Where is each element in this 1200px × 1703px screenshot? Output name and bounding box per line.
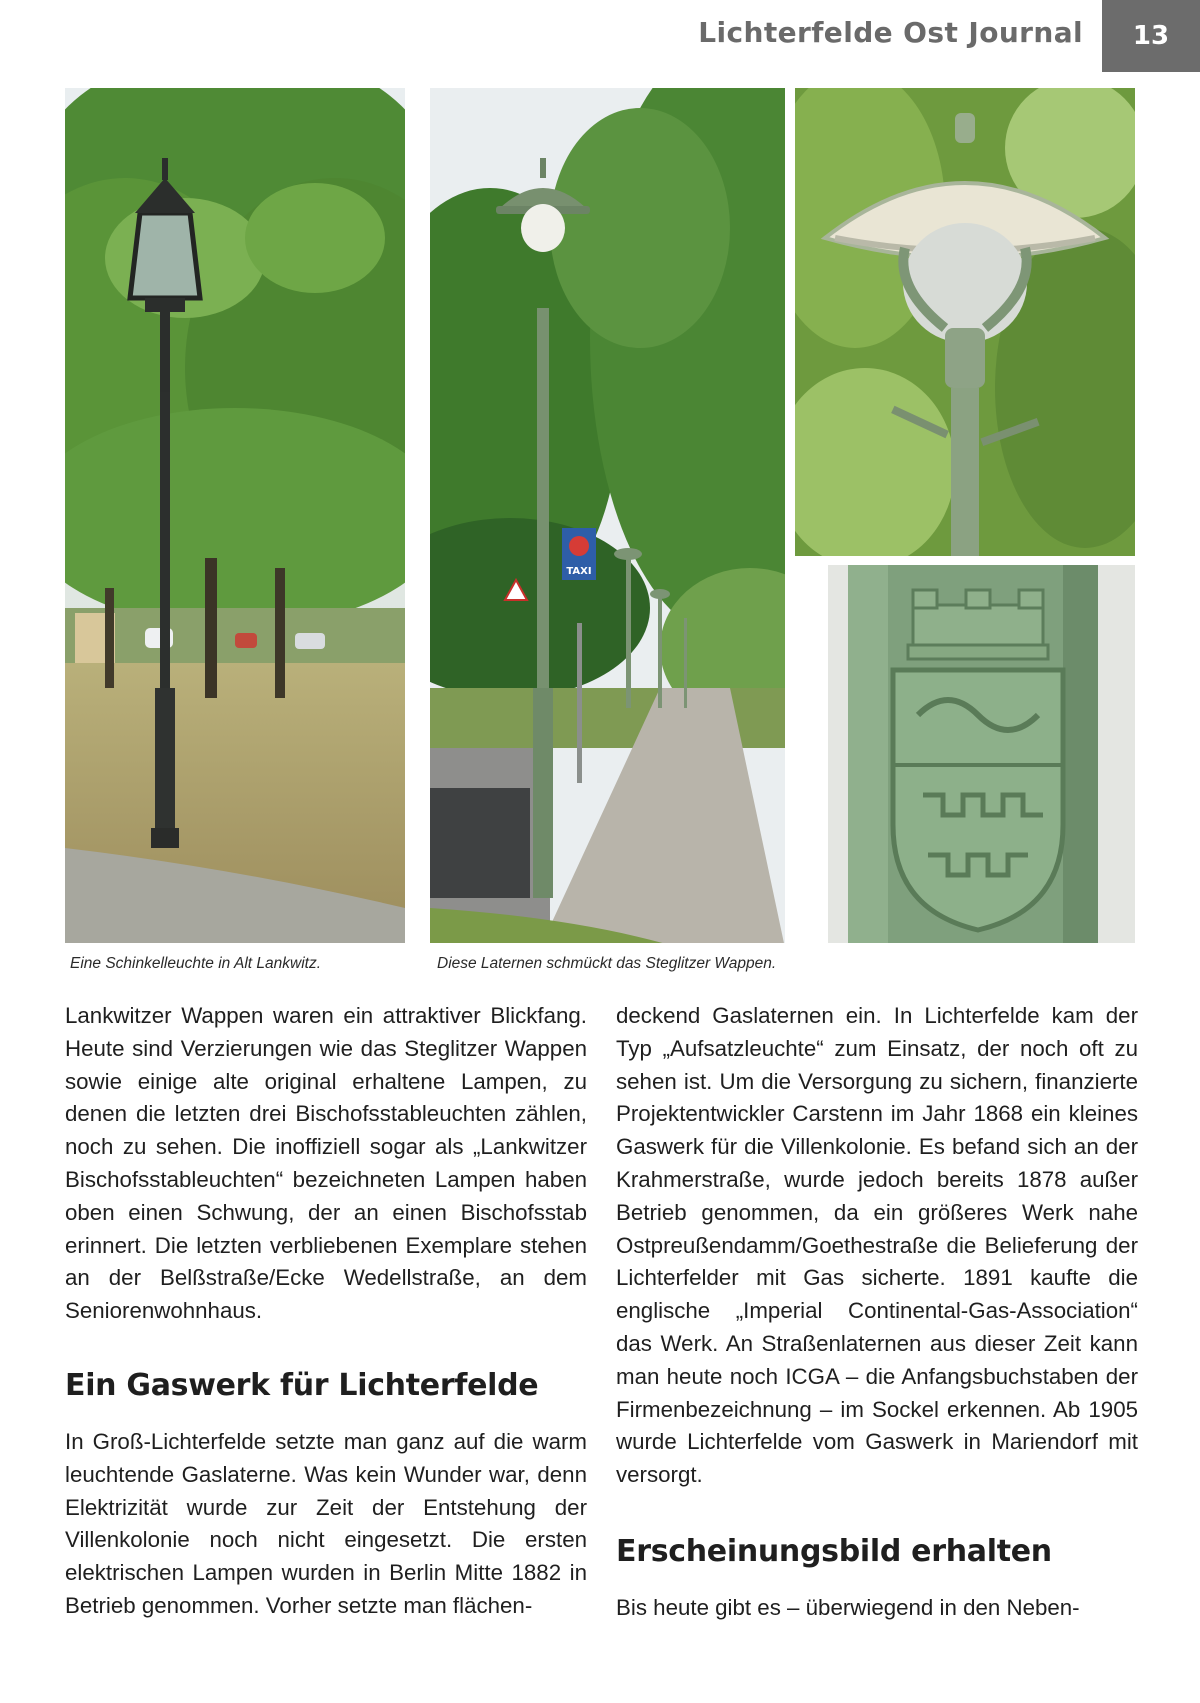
journal-title: Lichterfelde Ost Journal [698,16,1083,49]
article-paragraph: Bis heute gibt es – überwiegend in den Neben- [616,1594,1080,1620]
section-heading-gaswerk: Ein Gaswerk für Lichterfelde [65,1367,539,1403]
article-paragraph: In Groß-Lichterfelde setzte man ganz auf die warm leuchtende Gaslaterne. Was kein Wunder war, denn Elektrizität wurde zur Zeit der Entstehung der Villenkolonie noch nicht eingesetzt. Die ersten elektrischen Lampen wurden in Berlin Mitte 1882 in Betrieb genommen. Vorher setzte man flächen- [65,1428,587,1618]
article-column-right [616,1000,1138,1625]
section-heading-erscheinungsbild: Erscheinungsbild erhalten [616,1533,1052,1569]
taxi-sign-text: TAXI [566,566,592,577]
page-number-tab: 13 [1102,0,1200,72]
photo-schinkelleuchte [65,88,405,943]
photo-laternenkopf [795,88,1135,556]
caption-steglitzer-wappen: Diese Laternen schmückt das Steglitzer Wappen. [437,955,777,972]
article-paragraph: Lankwitzer Wappen waren ein attraktiver Blickfang. Heute sind Verzierungen wie das Steglitzer Wappen sowie einige alte original erhaltene Lampen, zu denen die letzten drei Bischofsstableuchten zählen, noch zu sehen. Die inoffiziell sogar als „Lankwitzer Bischofsstableuchten“ bezeichneten Lampen haben oben einen Schwung, der an einen Bischofsstab erinnert. Die letzten verbliebenen Exemplare stehen an der Belßstraße/Ecke Wedellstraße, an dem Seniorenwohnhaus. [65,1003,587,1324]
photo-gaslaternen-allee [430,88,785,943]
article-column-left [65,1000,587,1623]
photo-steglitzer-wappen [828,565,1135,943]
article-paragraph: deckend Gaslaternen ein. In Lichterfelde kam der Typ „Aufsatzleuchte“ zum Einsatz, der noch oft zu sehen ist. Um die Versorgung zu sichern, finanzierte Projektentwickler Carstenn im Jahr 1868 ein kleines Gaswerk für die Villenkolonie. Es befand sich an der Krahmerstraße, wurde jedoch bereits 1878 außer Betrieb genommen, da ein größeres Werk nahe Ostpreußendamm/Goethestraße die Belieferung der Lichterfelder mit Gas sicherte. 1891 kaufte die englische „Imperial Continental-Gas-Association“ das Werk. An Straßenlaternen aus dieser Zeit kann man heute noch ICGA – die Anfangsbuchstaben der Firmenbezeichnung – im Sockel erkennen. Ab 1905 wurde Lichterfelde vom Gaswerk in Mariendorf mit versorgt. [616,1003,1138,1488]
caption-schinkelleuchte: Eine Schinkelleuchte in Alt Lankwitz. [70,955,322,972]
